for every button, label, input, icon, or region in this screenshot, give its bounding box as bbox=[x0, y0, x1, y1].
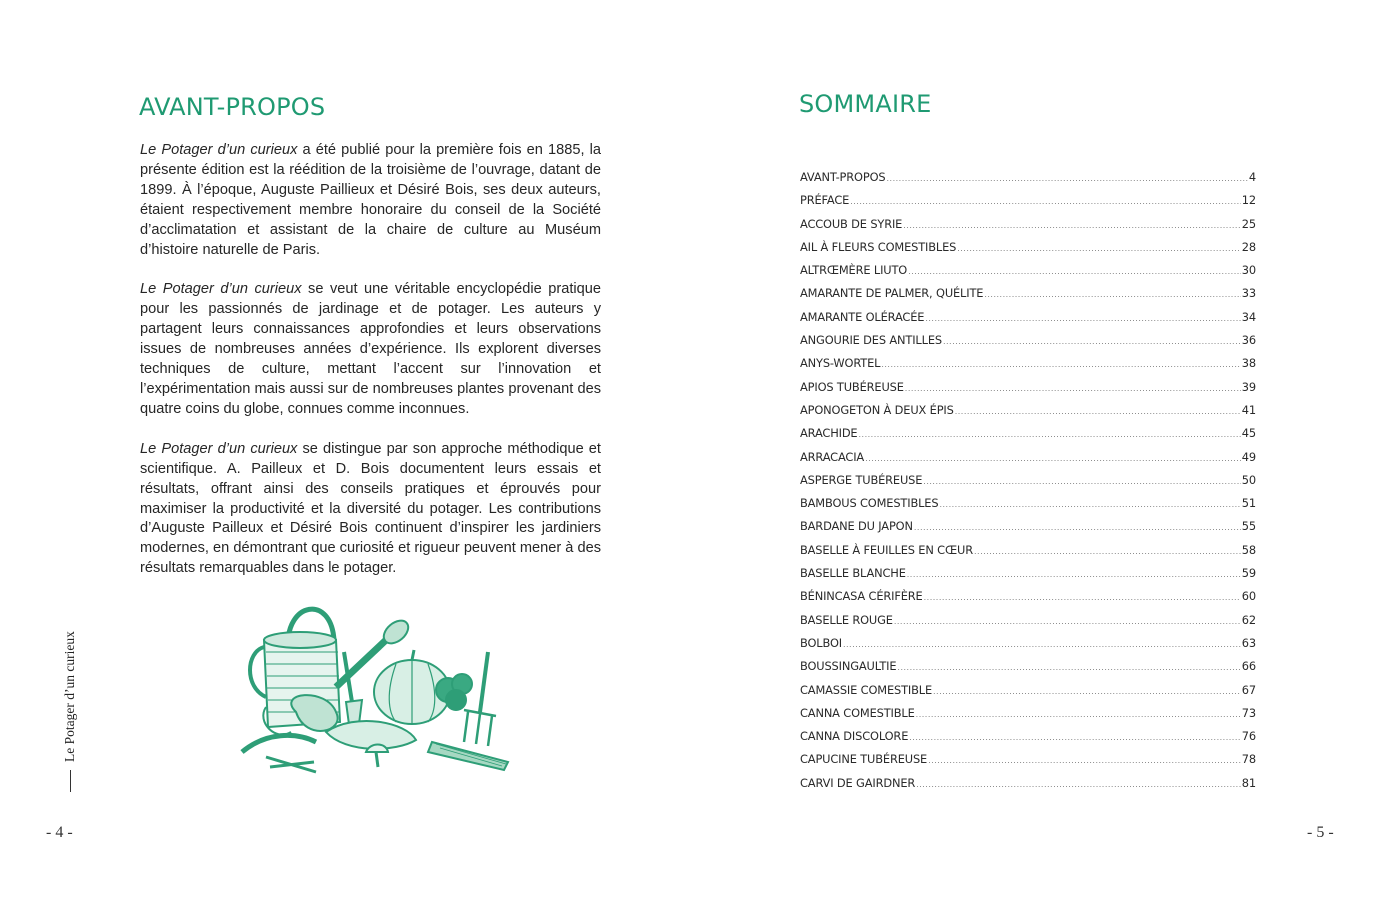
dot-leader bbox=[843, 640, 1241, 649]
toc-entry-page: 59 bbox=[1241, 566, 1256, 581]
toc-entry-label: ANGOURIE DES ANTILLES bbox=[800, 333, 942, 348]
toc-entry-label: CAPUCINE TUBÉREUSE bbox=[800, 752, 928, 767]
toc-entry[interactable] bbox=[800, 380, 1256, 403]
title-rule bbox=[70, 770, 71, 792]
toc-entry-page: 30 bbox=[1241, 263, 1256, 278]
toc-entry-label: BOLBOI bbox=[800, 635, 842, 650]
toc-entry-page: 41 bbox=[1241, 402, 1256, 417]
toc-entry-page: 36 bbox=[1241, 333, 1256, 348]
book-title-italic: Le Potager d’un curieux bbox=[140, 142, 298, 158]
toc-entry-page: 28 bbox=[1241, 239, 1256, 254]
dot-leader bbox=[916, 710, 1241, 719]
toc-entry-label: CARVI DE GAIRDNER bbox=[800, 775, 916, 790]
toc-entry-label: BÉNINCASA CÉRIFÈRE bbox=[800, 589, 923, 604]
dot-leader bbox=[914, 523, 1241, 532]
toc-entry-label: APIOS TUBÉREUSE bbox=[800, 379, 904, 394]
toc-entry-label: BASELLE ROUGE bbox=[800, 612, 893, 627]
toc-entry-label: ALTRŒMÈRE LIUTO bbox=[800, 263, 908, 278]
toc-entry-label: ANYS-WORTEL bbox=[800, 356, 881, 371]
toc-entry[interactable] bbox=[800, 543, 1256, 566]
toc-entry-page: 39 bbox=[1241, 379, 1256, 394]
page-number-right: - 5 - bbox=[1307, 824, 1334, 841]
toc-entry-label: ARRACACIA bbox=[800, 449, 865, 464]
toc-entry-label: ACCOUB DE SYRIE bbox=[800, 216, 903, 231]
toc-entry[interactable] bbox=[800, 426, 1256, 449]
toc-entry-label: ASPERGE TUBÉREUSE bbox=[800, 472, 923, 487]
dot-leader bbox=[928, 756, 1241, 765]
page-number-left: - 4 - bbox=[46, 824, 73, 841]
toc-entry-page: 34 bbox=[1241, 309, 1256, 324]
toc-entry-page: 60 bbox=[1241, 589, 1256, 604]
toc-entry-page: 12 bbox=[1241, 193, 1256, 208]
toc-entry[interactable] bbox=[800, 496, 1256, 519]
table-of-contents bbox=[800, 170, 1256, 799]
toc-entry[interactable] bbox=[800, 473, 1256, 496]
dot-leader bbox=[881, 360, 1240, 369]
book-title-italic: Le Potager d’un curieux bbox=[140, 281, 302, 298]
dot-leader bbox=[925, 314, 1240, 323]
toc-entry[interactable] bbox=[800, 776, 1256, 799]
dot-leader bbox=[984, 290, 1240, 299]
toc-entry-page: 67 bbox=[1241, 682, 1256, 697]
running-title: Le Potager d’un curieux bbox=[62, 631, 78, 792]
foreword-body bbox=[140, 141, 601, 599]
toc-entry-label: BOUSSINGAULTIE bbox=[800, 659, 897, 674]
book-title-italic: Le Potager d’un curieux bbox=[140, 440, 298, 457]
toc-entry-label: CAMASSIE COMESTIBLE bbox=[800, 682, 933, 697]
toc-entry-label: AVANT-PROPOS bbox=[800, 170, 886, 184]
dot-leader bbox=[909, 733, 1241, 742]
dot-leader bbox=[894, 617, 1241, 626]
toc-entry-page: 63 bbox=[1241, 635, 1256, 650]
dot-leader bbox=[955, 407, 1241, 416]
toc-entry-page: 38 bbox=[1241, 356, 1256, 371]
toc-entry[interactable] bbox=[800, 752, 1256, 775]
toc-entry-label: AIL À FLEURS COMESTIBLES bbox=[800, 239, 957, 254]
dot-leader bbox=[865, 454, 1241, 463]
toc-entry[interactable] bbox=[800, 403, 1256, 426]
toc-entry[interactable] bbox=[800, 706, 1256, 729]
paragraph: Le Potager d’un curieux a été publié pour la première fois en 1885, la présente édition est la réédition de la troisième de l’ouvrage, datant de 1899. À l’époque, Auguste Paillieux et Désiré Bois, ses deux auteurs, étaient respectivement membre honoraire du conseil de la Société d’acclimatation et assistant de la chaire de culture au Muséum d’histoire naturelle de Paris. bbox=[140, 142, 601, 258]
dot-leader bbox=[923, 477, 1241, 486]
toc-entry-page: 78 bbox=[1241, 752, 1256, 767]
dot-leader bbox=[850, 197, 1241, 206]
toc-entry[interactable] bbox=[800, 286, 1256, 309]
paragraph: Le Potager d’un curieux se distingue par son approche méthodique et scientifique. A. Pailleux et D. Bois documentent leurs essais et résultats, offrant ainsi des conseils pratiques et éprouvés pour maximiser la productivité et la diversité du potager. Les contributions d’Auguste Pailleux et Désiré Bois continuent d’inspirer les jardiniers modernes, en démontrant que curiosité et rigueur peuvent mener à des résultats remarquables dans le potager. bbox=[140, 440, 601, 577]
toc-entry-label: AMARANTE DE PALMER, QUÉLITE bbox=[800, 286, 984, 301]
toc-entry-page: 62 bbox=[1241, 612, 1256, 627]
dot-leader bbox=[943, 337, 1241, 346]
toc-entry-page: 49 bbox=[1241, 449, 1256, 464]
toc-entry[interactable] bbox=[800, 240, 1256, 263]
dot-leader bbox=[897, 663, 1240, 672]
paragraph: Le Potager d’un curieux se veut une véritable encyclopédie pratique pour les passionnés de jardinage et de potager. Les auteurs y partagent leurs connaissances approfondies et leurs observations issues de nombreuses années d’expérience. Ils explorent diverses techniques de culture, mettant l’accent sur l’innovation et l’expérimentation mais aussi sur de nombreuses plantes provenant des quatre coins du globe, connues comme inconnues. bbox=[140, 281, 601, 417]
toc-entry[interactable] bbox=[800, 613, 1256, 636]
dot-leader bbox=[907, 570, 1241, 579]
page-title-sommaire: SOMMAIRE bbox=[799, 90, 932, 118]
toc-entry[interactable] bbox=[800, 683, 1256, 706]
dot-leader bbox=[924, 593, 1241, 602]
toc-entry-page: 4 bbox=[1248, 170, 1256, 184]
toc-entry-page: 25 bbox=[1241, 216, 1256, 231]
toc-entry-label: BARDANE DU JAPON bbox=[800, 519, 913, 534]
toc-entry-label: PRÉFACE bbox=[800, 193, 850, 208]
toc-entry-page: 66 bbox=[1241, 659, 1256, 674]
dot-leader bbox=[957, 244, 1241, 253]
toc-entry-label: ARACHIDE bbox=[800, 426, 858, 441]
dot-leader bbox=[886, 174, 1247, 183]
toc-entry-page: 45 bbox=[1241, 426, 1256, 441]
dot-leader bbox=[908, 267, 1241, 276]
watering-can-vegetables-illustration bbox=[236, 592, 516, 777]
toc-entry-page: 51 bbox=[1241, 496, 1256, 511]
toc-entry-label: CANNA COMESTIBLE bbox=[800, 705, 915, 720]
dot-leader bbox=[939, 500, 1240, 509]
toc-entry[interactable] bbox=[800, 519, 1256, 542]
toc-entry[interactable] bbox=[800, 636, 1256, 659]
toc-entry-page: 81 bbox=[1241, 775, 1256, 790]
dot-leader bbox=[933, 687, 1241, 696]
toc-entry[interactable] bbox=[800, 217, 1256, 240]
page-title-avant-propos: AVANT-PROPOS bbox=[139, 93, 326, 121]
toc-entry-label: AMARANTE OLÉRACÉE bbox=[800, 309, 925, 324]
toc-entry-page: 55 bbox=[1241, 519, 1256, 534]
toc-entry[interactable] bbox=[800, 566, 1256, 589]
toc-entry-page: 58 bbox=[1241, 542, 1256, 557]
toc-entry-label: BAMBOUS COMESTIBLES bbox=[800, 496, 939, 511]
dot-leader bbox=[903, 221, 1241, 230]
dot-leader bbox=[858, 430, 1240, 439]
right-page bbox=[700, 0, 1400, 900]
dot-leader bbox=[974, 547, 1241, 556]
toc-entry[interactable] bbox=[800, 729, 1256, 752]
toc-entry-page: 73 bbox=[1241, 705, 1256, 720]
toc-entry[interactable] bbox=[800, 333, 1256, 356]
dot-leader bbox=[905, 384, 1241, 393]
toc-entry-page: 76 bbox=[1241, 729, 1256, 744]
toc-entry-page: 50 bbox=[1241, 472, 1256, 487]
dot-leader bbox=[916, 780, 1241, 789]
toc-entry[interactable] bbox=[800, 659, 1256, 682]
toc-entry-label: CANNA DISCOLORE bbox=[800, 729, 909, 744]
toc-entry[interactable] bbox=[800, 310, 1256, 333]
toc-entry-label: BASELLE BLANCHE bbox=[800, 566, 906, 581]
toc-entry[interactable] bbox=[800, 450, 1256, 473]
toc-entry[interactable] bbox=[800, 193, 1256, 216]
toc-entry-label: BASELLE À FEUILLES EN CŒUR bbox=[800, 542, 973, 557]
toc-entry[interactable] bbox=[800, 263, 1256, 286]
toc-entry[interactable] bbox=[800, 356, 1256, 379]
toc-entry-page: 33 bbox=[1241, 286, 1256, 301]
toc-entry[interactable] bbox=[800, 589, 1256, 612]
toc-entry[interactable] bbox=[800, 170, 1256, 193]
toc-entry-label: APONOGETON À DEUX ÉPIS bbox=[800, 402, 954, 417]
